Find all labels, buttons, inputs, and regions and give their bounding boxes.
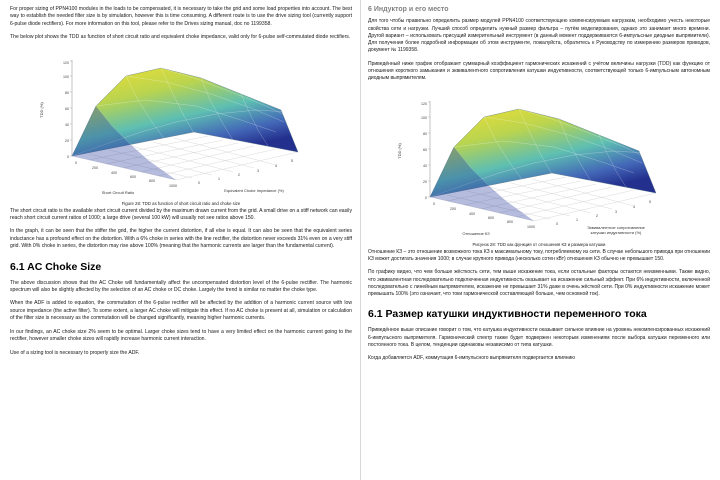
svg-text:4: 4	[633, 204, 635, 209]
figure-caption-ru: Рисунок 28: TDD как функция от отношения КЗ и размера катушки	[472, 241, 606, 247]
chart-en-zlabel: TDD (%)	[39, 101, 44, 118]
svg-text:20: 20	[423, 179, 427, 184]
svg-text:800: 800	[507, 219, 513, 224]
paragraph-scr: The short circuit ratio is the available short circuit current divided by the maximum drawn current from the grid. A small drive on a stiff network can easily reach short circuit current ratios of 1000; a large drive (several 100 kW) will usually not see ratios above 150.	[10, 207, 352, 222]
svg-text:40: 40	[65, 122, 69, 127]
figure-tdd-ru	[368, 89, 710, 247]
paragraph-choke-1-ru: Приведённое выше описание говорит о том, что катушка индуктивности оказывает сильное влияние на уровень некомпенсированных искажений 6-импульсного выпрямителя. Гармонический спектр также будет подвержен некоторым изменениям после выбора катушки переменного или постоянного тока. В целом, тенденции одинаковы независимо от типа катушки.	[368, 327, 710, 349]
paragraph-intro-ru: Для того чтобы правильно определить размер модулей PPN4100 соответствующею компенсируемым нагрузкам, необходимо учесть некоторые свойства сети и нагрузки. Лучший способ определить нужный размер фильтра – путём моделирования, однако это занимает много времени. Другой вариант – использовать присущий измерительный инструмент (в данный момент поддерживаются 6-импульсные диодные выпрямители). Для получения более подробной информации об этом инструменте, пожалуйста, обратитесь к Руководству по измерению размеров приводов, документ № 1199358.	[368, 18, 710, 54]
svg-text:60: 60	[423, 147, 427, 152]
svg-text:200: 200	[92, 165, 98, 170]
chart-ru-ylabel-2: катушки индуктивности (%)	[590, 229, 642, 235]
paragraph-choke-4: Use of a sizing tool is necessary to properly size the ADF.	[10, 349, 140, 356]
paragraph-scr-ru: Отношение КЗ – это отношение возможного тока КЗ к максимальному току, потребляемому из сети. В случае небольшого привода при отношении КЗ может достигать значения 1000; в случае крупного привода (несколько сотен кВт) отношения КЗ обычно не превышает 150.	[368, 248, 710, 262]
svg-text:80: 80	[423, 131, 427, 136]
paragraph-choke-2-ru: Когда добавляется ADF, коммутация 6-импульсного выпрямителя подвергается влиянию	[368, 355, 576, 362]
svg-text:200: 200	[450, 206, 456, 211]
paragraph-choke-2: When the ADF is added to equation, the commutation of the 6-pulse rectifier will be affected by the addition of a harmonic current source with low source impedance (the active filter). To some extent, a larger AC choke will mitigate this effect. If no AC choke is present at all, simulation or calculation of the filter size is necessary as the commutation will be changed significantly, meaning higher harmonic currents.	[10, 300, 352, 322]
svg-text:0: 0	[75, 160, 77, 165]
svg-text:0: 0	[433, 201, 435, 206]
chart-ru-zlabel: TDD (%)	[397, 142, 402, 159]
svg-text:40: 40	[423, 163, 427, 168]
svg-text:0: 0	[198, 180, 200, 185]
svg-text:0: 0	[425, 195, 427, 200]
svg-text:20: 20	[65, 138, 69, 143]
svg-text:120: 120	[63, 60, 69, 65]
svg-text:400: 400	[469, 211, 475, 216]
paragraph-graph-read: In the graph, it can be seen that the stiffer the grid, the higher the current distortion, if all else is equal. It can also be seen that the equivalent series inductance has a profound effect on the distortion. With a 6% choke in series with the line rectifier, the distortion never exceeds 31% even on a very stiff grid. With 0% choke in series, the distortion may rise above 100% (meaning that the harmonic currents are larger than the fundamental current).	[10, 228, 352, 250]
svg-text:1: 1	[218, 176, 220, 181]
svg-text:100: 100	[421, 115, 427, 120]
paragraph-choke-3: In our findings, an AC choke size 2% seem to be optimal. Larger choke sizes tend to have a very limited effect on the harmonic current going to the rectifier, however smaller choke sizes will rapidly increase harmonic current interaction.	[10, 328, 352, 343]
heading-ac-choke-size-ru: 6.1 Размер катушки индуктивности переменного тока	[368, 308, 647, 321]
paragraph-graph-read-ru: По графику видно, что чем больше жёсткость сети, тем выше искажение тока, если остальные факторы остаются неизменными. Также видно, что эквивалентная последовательно подключенная индуктивность оказывает на искажение сильный эффект. При 6% индуктивности, включенной последовательно с линейным выпрямителем, искажение не превышает 31% даже в очень жёсткой сети. При 0% индуктивности искажение может превышать 100% (это означает, что токи гармонической составляющей больше, чем основной ток).	[368, 269, 710, 298]
figure-tdd-en	[10, 48, 352, 206]
chart-ru-xlabel: Отношение КЗ	[462, 230, 490, 236]
svg-text:120: 120	[421, 101, 427, 106]
svg-text:2: 2	[596, 213, 598, 218]
paragraph-intro: For proper sizing of PPN4100 modules in the loads to be compensated, it is necessary to take the grid and some load properties into account. The best way to establish the needed filter size is by simulation, however this is time consuming. A different route is to use the drive sizing tool (currently support 6-pulse diode rectifiers). For more information on this tool, please refer to the Drives sizing manual, doc no 1199358.	[10, 6, 352, 27]
svg-text:60: 60	[65, 106, 69, 111]
chart-en-xlabel: Short Circuit Ratio	[101, 189, 135, 195]
surface-chart-ru-svg	[384, 89, 694, 239]
paragraph-choke-1: The above discussion shows that the AC Choke will fundamentally affect the uncompensated distortion level of the 6-pulse rectifier. The harmonic spectrum will also be slightly affected by the selection of an AC choke or DC choke. Largely the trend is similar no matter the choke type.	[10, 279, 352, 294]
svg-text:800: 800	[149, 178, 155, 183]
svg-text:4: 4	[275, 163, 277, 168]
svg-text:400: 400	[111, 170, 117, 175]
svg-text:3: 3	[257, 168, 259, 173]
chart-ru-ylabel: Эквивалентное сопротивление	[587, 224, 645, 230]
paragraph-plot-intro: The below plot shows the TDD as function of short circuit ratio and equivalent choke impedance, valid only for 6-pulse self-commutated diode rectifiers.	[10, 34, 351, 41]
svg-text:600: 600	[130, 174, 136, 179]
svg-text:5: 5	[649, 199, 651, 204]
chart-en-ylabel: Equivalent Choke Impedance (%)	[224, 187, 284, 193]
svg-text:1: 1	[576, 217, 578, 222]
surface-chart-en	[26, 48, 336, 198]
svg-text:100: 100	[63, 74, 69, 79]
heading-ac-choke-size: 6.1 AC Choke Size	[10, 260, 102, 273]
figure-caption-en: Figure 28: TDD as function of short circuit ratio and choke size	[121, 200, 241, 206]
paragraph-plot-intro-ru: Приведённый ниже график отображает суммарный коэффициент гармонических искажений с учётом величины нагрузки (TDD) как функцию от отношения короткого замыкания и эквивалентного сопротивления катушки индуктивности, соответствующей только 6-импульсным автономным диодным выпрямителям.	[368, 60, 710, 82]
surface-chart-en-svg	[26, 48, 336, 198]
right-column	[360, 0, 720, 480]
svg-text:5: 5	[291, 158, 293, 163]
svg-text:3: 3	[615, 209, 617, 214]
svg-text:80: 80	[65, 90, 69, 95]
svg-text:600: 600	[488, 215, 494, 220]
heading-cut-ru: 6 Индуктор и его место	[368, 6, 449, 13]
svg-text:1000: 1000	[527, 224, 535, 229]
svg-text:2: 2	[238, 172, 240, 177]
svg-text:0: 0	[556, 221, 558, 226]
svg-text:0: 0	[67, 154, 69, 159]
svg-text:1000: 1000	[169, 183, 177, 188]
surface-chart-ru	[384, 89, 694, 239]
